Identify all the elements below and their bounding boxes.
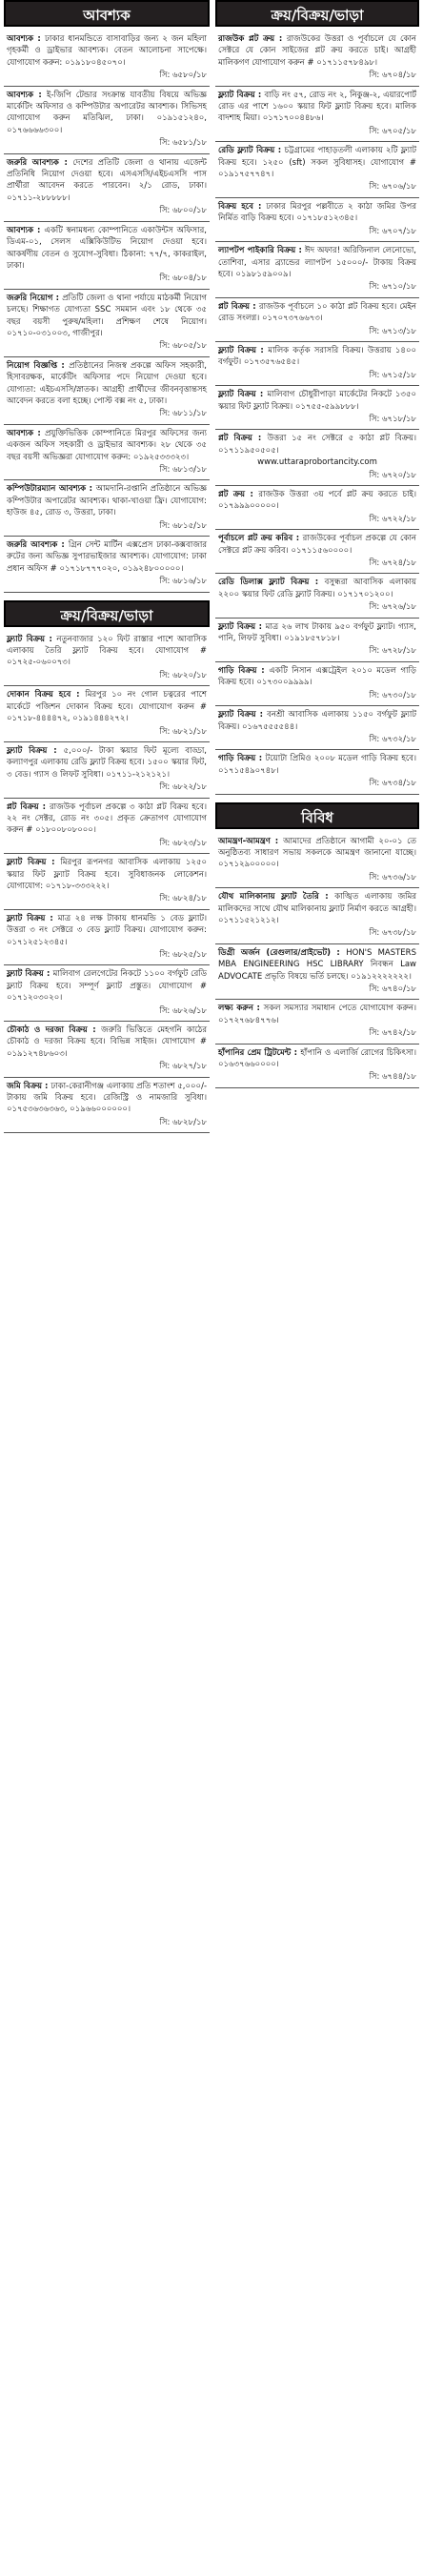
- classified-ad: [215, 706, 419, 750]
- ad-code: সি: ৬৮২৮/১৮: [159, 1117, 207, 1127]
- ad-code: সি: ৬৮১৬/১৮: [159, 577, 207, 587]
- ad-body: ঢাকার মিরপুর পল্লবীতে ২ কাঠা জমির উপর নির্মিত বাড়ি বিক্রয় হবে। ০১৭১৮৫১২৩৪৫।: [218, 201, 416, 224]
- ad-body: প্রতিষ্ঠানের নিজস্ব প্রকল্পে অফিস সহকারী, হিসাবরক্ষক, মার্কেটিং অফিসার পদে নিয়োগ দেওয়া হবে। যোগ্যতা: এইচএসসি/স্নাতক। আগ্রহী প্রার্থীদের জীবনবৃত্তান্তসহ আবেদন করতে বলা হচ্ছে। পোস্ট বক্স নং ৫, ঢাকা।: [7, 360, 207, 406]
- ad-lead: জরুরি নিয়োগ :: [7, 293, 63, 303]
- classified-ad: [4, 965, 210, 1022]
- classified-ad: [215, 430, 419, 486]
- ad-lead: ফ্ল্যাট বিক্রয় :: [218, 90, 265, 100]
- ad-lead: ফ্ল্যাট বিক্রয় :: [7, 913, 58, 923]
- classified-ad: [4, 1078, 210, 1134]
- classified-ad: [215, 619, 419, 662]
- classified-ad: [215, 1000, 419, 1044]
- classified-ad: [4, 357, 210, 425]
- ad-code: সি: ৬৭৪৪/১৮: [369, 1072, 416, 1083]
- ad-lead: আবশ্যক :: [7, 225, 45, 235]
- ad-body: ঢাকার ধানমন্ডিতে বাসাবাড়ির জন্য ২ জন মহিলা গৃহকর্মী ও ড্রাইভার আবশ্যক। বেতন আলোচনা সাপেক্ষে। যোগাযোগ করুন: ০১৯১৮০৪৫০৭০।: [7, 34, 207, 68]
- ad-body: গ্রিন সেন্ট মার্টিন এক্সপ্রেস ঢাকা-কক্সবাজার রুটের জন্য অভিজ্ঞ সুপারভাইজার আবশ্যক। যোগাযোগ: ঢাকা প্রধান অফিস # ০১৭১৮৭৭৭০২০, ০১৯২৪৮০০০০০।: [7, 540, 207, 574]
- ad-body: দেশের প্রতিটি জেলা ও থানায় এজেন্ট প্রতিনিধি নিয়োগ দেওয়া হবে। এসএসসি/এইচএসসি পাস প্রার্থীরা আবেদন করতে পারবেন। ২/১ রোড, ঢাকা। ০১৭১১-২৮৮৮৮৮।: [7, 157, 207, 203]
- ad-lead: ফ্ল্যাট বিক্রয় :: [7, 969, 53, 980]
- classified-ad: [4, 799, 210, 855]
- ad-body: মালিক কর্তৃক সরাসরি বিক্রয়। উত্তরায় ১৪০০ বর্গফুট। ০১৭৩৫৭৬৫৪৫।: [218, 345, 417, 368]
- ad-body: চট্টগ্রামের পাহাড়তলী এলাকায় ২টি ফ্ল্যাট বিক্রয় হবে। ১২৫০ (sft) সকল সুবিধাসহ। যোগাযোগ # ০১৯১৭৫৭৭৪৭।: [218, 146, 416, 180]
- ad-lead: যৌথ মালিকানায় ফ্ল্যাট তৈরি :: [218, 892, 335, 903]
- ad-body: জরুরি ভিত্তিতে মেহগনি কাঠের চৌকাঠ ও দরজা বিক্রয় হবে। বিভিন্ন সাইজ। যোগাযোগ # ০১৯১২৭৪৮৬০৩।: [7, 1025, 207, 1059]
- ad-code: সি: ৬৭১০/১৮: [369, 282, 416, 293]
- ad-lead: ফ্ল্যাট বিক্রয় :: [218, 390, 268, 400]
- classified-ad: [4, 290, 210, 357]
- ad-body: মাত্র ২৪ লক্ষ টাকায় ধানমন্ডি ১ বেড ফ্ল্যাট। উত্তরা ৩ নং সেক্টরে ৩ বেড ফ্ল্যাট বিক্রয়। যোগাযোগ করুন: ০১৭১২৫১২৩৪৫।: [7, 913, 207, 947]
- ad-code: সি: ৬৭৩৬/১৮: [369, 872, 416, 882]
- classified-ad: [215, 662, 419, 706]
- classified-ad: [215, 142, 419, 198]
- ad-code: সি: ৬৭৪২/১৮: [369, 1028, 416, 1039]
- right-bottom-list: [215, 833, 419, 1088]
- ad-body: হাঁপানি ও এলার্জি রোগের চিকিৎসা। ০১৬৩৭৬৬০০০০।: [218, 1047, 416, 1070]
- ad-body: উত্তরা ১৫ নং সেক্টরে ৫ কাঠা প্লট বিক্রয়। ০১৭১১৯৫০৫০৫।: [218, 434, 416, 456]
- ad-code: সি: ৬৮২৭/১৮: [159, 1062, 207, 1072]
- ad-lead: রাজউক প্লট ক্রয় :: [218, 34, 287, 44]
- ad-code: সি: ৬৭১৮/১৮: [369, 414, 416, 424]
- ad-code: সি: ৬৭৩৮/১৮: [369, 928, 416, 939]
- ad-code: সি: ৬৭৪০/১৮: [369, 984, 416, 994]
- ad-body: নতুনবাজার ১২০ ফিট রাস্তার পাশে আবাসিক এলাকায় তৈরি ফ্ল্যাট বিক্রয় হবে। যোগাযোগ # ০১৭২৫-০৬০০৭৩।: [7, 634, 207, 668]
- ad-code: সি: ৬৮০৫/১৮: [159, 341, 207, 352]
- left-column: [4, 0, 210, 1133]
- section-header-kroy-bikroy-left: ক্রয়/বিক্রয়/ভাড়া: [4, 600, 210, 627]
- ad-lead: পূর্বাচলে প্লট ক্রয় করিব :: [218, 534, 303, 544]
- classified-ad: [215, 242, 419, 298]
- ad-body: রাজউক পূর্বাচল প্রকল্পে ৩ কাঠা প্লট বিক্রয় হবে। ২২ নং সেক্টর, রোড নং ৩০৫। প্রকৃত ক্রেতাগণ যোগাযোগ করুন # ০১৮০০৮০৮০০০।: [7, 801, 207, 836]
- classified-ad: [215, 87, 419, 143]
- right-top-list: [215, 30, 419, 795]
- ad-code: সি: ৬৭২২/১৮: [369, 514, 416, 524]
- ad-lead: ডিগ্রী অর্জন (রেগুলার/প্রাইভেট) :: [218, 947, 347, 958]
- ad-lead: গাড়ি বিক্রয় :: [218, 665, 270, 676]
- left-top-list: [4, 30, 210, 593]
- ad-code: সি: ৬৭১৩/১৮: [369, 326, 416, 336]
- ad-code: সি: ৬৭১৫/১৮: [369, 370, 416, 380]
- ad-code: সি: ৬৭৩২/১৮: [369, 734, 416, 744]
- ad-body: ঢাকা-কেরানীগঞ্জ এলাকায় প্রতি শতাংশ ৫,০০০/- টাকায় জমি বিক্রয় হবে। রেজিস্ট্রি ও নামজারি সুবিধা। ০১৭৫৩৬৩৬৩৬৩, ০১৯৬৬০০০০০০।: [7, 1081, 208, 1115]
- ad-code: সি: ৬৮২০/১৮: [159, 670, 207, 680]
- ad-lead: প্লট বিক্রয় :: [218, 434, 268, 444]
- section-header-abashyak: আবশ্যক: [4, 0, 210, 27]
- ad-lead: প্লট বিক্রয় :: [7, 801, 50, 812]
- classified-ad: [4, 686, 210, 742]
- ad-lead: ফ্ল্যাট বিক্রয় :: [7, 634, 57, 644]
- classified-ad: [215, 530, 419, 574]
- classified-ad: [4, 537, 210, 593]
- ad-body: মাত্র ২৬ লাখ টাকায় ৯৫০ বর্গফুট ফ্ল্যাট। গ্যাস, পানি, লিফট সুবিধা। ০১৯১৮৫৭৮১৮।: [218, 621, 416, 644]
- ad-code: সি: ৬৮০০/১৮: [159, 206, 207, 216]
- ad-body: ই-জিপি টেন্ডার সংক্রান্ত যাবতীয় বিষয়ে অভিজ্ঞ মার্কেটিং অফিসার ও কম্পিউটার অপারেটর আবশ্যক। সিভিসহ যোগাযোগ করুন মতিঝিল, ঢাকা। ০১৯১৫১২৪০, ০১৭৬৬৬৬৩০০।: [7, 90, 208, 135]
- ad-code: সি: ৬৭০৪/১৮: [369, 71, 416, 81]
- classified-ad: [215, 386, 419, 430]
- ad-lead: রেডি ফ্ল্যাট বিক্রয় :: [218, 146, 285, 156]
- ad-body: প্রযুক্তিভিত্তিক কোম্পানিতে মিরপুর অফিসের জন্য একজন অফিস সহকারী ও ড্রাইভার আবশ্যক। ২৮ থেকে ৩৫ বছর বয়সী অভিজ্ঞরা যোগাযোগ করুন: ০১৯২৫৩৩৩২৩।: [7, 428, 208, 462]
- ad-body: কাঙ্খিত এলাকায় জমির মালিকদের সাথে যৌথ মালিকানায় ফ্ল্যাট নির্মাণ করতে আগ্রহী। ০১৭১১৫২১২১২।: [218, 892, 416, 925]
- classified-ad: [4, 87, 210, 154]
- ad-lead: ফ্ল্যাট বিক্রয় :: [218, 345, 269, 355]
- ad-lead: জরুরি আবশ্যক :: [7, 540, 69, 551]
- ad-lead: জমি বিক্রয় :: [7, 1081, 51, 1091]
- section-header-bibidh: বিবিধ: [215, 802, 419, 829]
- ad-code: সি: ৬৮২৩/১৮: [159, 838, 207, 848]
- ad-lead: ফ্ল্যাট বিক্রয় :: [7, 858, 61, 868]
- classified-ad: [215, 750, 419, 794]
- ad-lead: হাঁপানির প্রেম ট্রিটমেন্ট :: [218, 1047, 301, 1058]
- ad-body: মালিবাগ চৌধুরীপাড়া মার্কেটের নিকটে ১৩৫০ স্কয়ার ফিট ফ্ল্যাট বিক্রয়। ০১৭৫৫-৫৯৯৮৮৮।: [218, 390, 417, 412]
- ad-body: রাজউক উত্তরা ৩য় পর্বে প্লট ক্রয় করতে চাই। ০১৭৯৯৯০০০০০।: [218, 490, 417, 512]
- classified-ad: [4, 154, 210, 222]
- ad-lead: জরুরি আবশ্যক :: [7, 157, 73, 168]
- classified-ad: [215, 833, 419, 889]
- ad-lead: আমন্ত্রণ-আমন্ত্রণ :: [218, 836, 284, 846]
- ad-body: একটি নিসান এক্সট্রেইল ২০১০ মডেল গাড়ি বিক্রয় হবে। ০১৭৩০০৯৯৯৯।: [218, 665, 417, 688]
- ad-body: ৫,০০০/- টাকা স্কয়ার ফিট মূল্যে বাড্ডা, কল্যাণপুর এলাকায় রেডি ফ্ল্যাট বিক্রয় হবে। ১৫০০ স্কয়ার ফিট, ৩ বেড। গ্যাস ও লিফট সুবিধা। ০১৭১১-২১২১২১।: [7, 745, 207, 780]
- ad-code: সি: ৬৮২১/১৮: [159, 726, 207, 737]
- ad-code: সি: ৬৮২৬/১৮: [159, 1005, 207, 1016]
- ad-code: সি: ৬৭৩৪/১৮: [369, 779, 416, 789]
- ad-body: প্রতিটি জেলা ও থানা পর্যায়ে মাঠকর্মী নিয়োগ চলছে। শিক্ষাগত যোগ্যতা SSC সমমান এবং ১৮ থেকে ৩৫ বছর বয়সী পুরুষ/মহিলা। প্রশিক্ষণ শেষে নিয়োগ। ০১৭১০-০৩১০০৩, গাজীপুর।: [7, 293, 207, 338]
- ad-body: মিরপুর ১০ নং গোল চত্বরের পাশে মার্কেটে পজিশন দোকান বিক্রয় হবে। যোগাযোগ করুন # ০১৭১৮-৪৪৪৪৭২, ০১৯১৪৪৪২৭২।: [7, 690, 207, 724]
- ad-lead: বিক্রয় হবে :: [218, 201, 267, 212]
- ad-body: আমদানি-রপ্তানি প্রতিষ্ঠানে অভিজ্ঞ কম্পিউটার অপারেটর আবশ্যক। থাকা-খাওয়া ফ্রি। যোগাযোগ: হাউজ ৪৫, রোড ৩, উত্তরা, ঢাকা।: [7, 484, 207, 518]
- ad-lead: চৌকাঠ ও দরজা বিক্রয় :: [7, 1025, 102, 1036]
- classified-ad: [215, 298, 419, 342]
- ad-lead: আবশ্যক :: [7, 90, 48, 100]
- ad-body: বাড়ি নং ৫৭, রোড নং ২, নিকুঞ্জ-২, এয়ারপোর্ট রোড এর পাশে ১৬০০ স্কয়ার ফিট ফ্ল্যাট বিক্রয় হবে। মালিক বাদশাহ মিয়া। ০১৭১৭০০৪৪৮৬।: [218, 90, 417, 124]
- ad-code: সি: ৬৫৮০/১৮: [159, 71, 207, 81]
- classified-ad: [4, 742, 210, 799]
- ad-lead: প্লট বিক্রয় :: [218, 301, 259, 312]
- ad-body: মালিবাগ রেলগেটের নিকটে ১১০০ বর্গফুট রেডি ফ্ল্যাট বিক্রয় হবে। সম্পূর্ণ ফ্ল্যাট প্রস্তুত। যোগাযোগ # ০১৭১২০৩০২০।: [7, 969, 207, 1004]
- ad-code: সি: ৬৮২৪/১৮: [159, 894, 207, 904]
- ad-website-link[interactable]: www.uttaraprobortancity.com: [257, 457, 377, 468]
- ad-code: সি: ৬৭২৬/১৮: [369, 602, 416, 613]
- classified-ad: [4, 222, 210, 290]
- ad-code: সি: ৬৮১৫/১৮: [159, 520, 207, 531]
- ad-code: সি: ৬৭৩০/১৮: [369, 690, 416, 700]
- ad-body: ঈদ অফার! অরিজিনাল লেনোভো, তোশিবা, এসার ব্র্যান্ডের ল্যাপটপ ১৫০০০/- টাকায় বিক্রয় হবে। ০১৯৮১৫৯০০৯।: [218, 246, 417, 279]
- ad-body: HON'S MASTERS MBA ENGINEERING HSC LIBRARY নিবন্ধন Law ADVOCATE প্রভৃতি বিষয়ে ভর্তি চলছে। ০১৯১২২২২২২২।: [218, 947, 416, 982]
- ad-code: সি: ৬৭২৪/১৮: [369, 558, 416, 569]
- ad-code: সি: ৬৭০৬/১৮: [369, 182, 416, 193]
- ad-body: আমাদের প্রতিষ্ঠানে আগামী ২০-০১ তে অনুষ্ঠিতব্য সাধারণ সভায় সকলকে আমন্ত্রণ জানানো যাচ্ছে। ০১৭১২৯০০০০০।: [218, 836, 417, 870]
- ad-body: বসুন্ধরা আবাসিক এলাকায় ২২০০ স্কয়ার ফিট রেডি ফ্ল্যাট বিক্রয়। ০১৭১৭০১২০০।: [218, 578, 416, 599]
- ad-body: একটি স্বনামধন্য কোম্পানিতে একাউন্টস অফিসার, ডিএম-০১, সেলস এক্সিকিউটিভ নিয়োগ দেওয়া হবে। আকর্ষণীয় বেতন ও সুযোগ-সুবিধা। ঠিকানা: ৭৭/৭, কাকরাইল, ঢাকা।: [7, 225, 207, 271]
- classified-ad: [4, 854, 210, 910]
- ad-code: সি: ৬৭০৭/১৮: [369, 226, 416, 236]
- ad-code: সি: ৬৫৮১/১৮: [159, 138, 207, 149]
- ad-lead: ফ্ল্যাট বিক্রয় :: [218, 710, 268, 720]
- ad-lead: আবশ্যক :: [7, 34, 46, 44]
- ad-body: রাজউকের উত্তরা ও পূর্বাচলে যে কোন সেক্টরে যে কোন সাইজের প্লট ক্রয় করতে চাই। আগ্রহী মালিকগণ যোগাযোগ করুন # ০১৭১১৫৭৮৪৯৮।: [218, 34, 416, 68]
- classified-ad: [215, 888, 419, 944]
- right-column: [215, 0, 419, 1088]
- ad-code: সি: ৬৮২৫/১৮: [159, 950, 207, 960]
- ad-code: সি: ৬৭২০/১৮: [369, 470, 416, 480]
- ad-lead: আবশ্যক :: [7, 428, 46, 438]
- classified-ad: [4, 631, 210, 687]
- ad-lead: নিয়োগ বিজ্ঞপ্তি :: [7, 360, 70, 371]
- classified-ad: [4, 480, 210, 537]
- classified-ad: [215, 342, 419, 386]
- ad-lead: ল্যাপটপ পাইকারি বিক্রয় :: [218, 246, 306, 256]
- classified-ad: [215, 486, 419, 530]
- ad-body: সকল সমস্যার সমাধান পেতে যোগাযোগ করুন। ০১৭২৭৬৮৪৭৭৬।: [218, 1004, 416, 1025]
- ad-lead: দোকান বিক্রয় হবে :: [7, 690, 86, 700]
- ad-code: সি: ৬৭০৫/১৮: [369, 126, 416, 136]
- ad-lead: রেডি ডিলাক্স ফ্ল্যাট বিক্রয় :: [218, 578, 325, 588]
- ad-body: মিরপুর রূপনগর আবাসিক এলাকায় ১২৫০ স্কয়ার ফিট ফ্ল্যাট বিক্রয় হবে। সুবিধাজনক লোকেশন। যোগাযোগ: ০১৭১৮-৩৩৩২২২।: [7, 858, 207, 891]
- ad-body: বনশ্রী আবাসিক এলাকায় ১১৫০ বর্গফুট ফ্ল্যাট বিক্রয়। ০১৬৭৫৫৫৫৪৪।: [218, 710, 416, 732]
- ad-code: সি: ৬৮২২/১৮: [159, 782, 207, 793]
- ad-body: রাজউক পূর্বাচলে ১০ কাঠা প্লট বিক্রয় হবে। মেইন রোড সংলগ্ন। ০১৭০৭৩৭৬৬৭৩।: [218, 301, 416, 324]
- classified-ad: [215, 944, 419, 1001]
- classified-ad: [215, 30, 419, 87]
- ad-lead: ফ্ল্যাট বিক্রয় :: [7, 745, 64, 756]
- ad-lead: লক্ষ্য করুন :: [218, 1004, 264, 1014]
- classified-ad: [215, 574, 419, 618]
- section-header-kroy-bikroy-right: ক্রয়/বিক্রয়/ভাড়া: [215, 0, 419, 27]
- ad-body: টয়োটা প্রিমিও ২০০৮ মডেল গাড়ি বিক্রয় হবে। ০১৭১৫৪৯০৭৪৮।: [218, 754, 417, 776]
- ad-lead: প্লট ক্রয় :: [218, 490, 259, 499]
- ad-body: রাজউকের পূর্বাচল প্রকল্পে যে কোন সেক্টরে প্লট ক্রয় করিব। ০১৭১১৫৬০০০০।: [218, 534, 416, 556]
- ad-code: সি: ৬৭২৮/১৮: [369, 646, 416, 657]
- ad-code: সি: ৬৮০৪/১৮: [159, 274, 207, 284]
- classified-ad: [4, 425, 210, 481]
- classified-ad: [4, 910, 210, 966]
- classified-ad: [215, 198, 419, 242]
- ad-code: সি: ৬৮১১/১৮: [159, 409, 207, 419]
- left-bottom-list: [4, 631, 210, 1134]
- ad-lead: কম্পিউটারম্যান আবশ্যক :: [7, 484, 96, 495]
- classified-ad: [4, 1022, 210, 1078]
- ad-lead: ফ্ল্যাট বিক্রয় :: [218, 621, 266, 632]
- ad-code: সি: ৬৮১৩/১৮: [159, 465, 207, 475]
- classified-ad: [215, 1045, 419, 1088]
- classified-ad: [4, 30, 210, 87]
- ad-lead: গাড়ি বিক্রয় :: [218, 754, 266, 764]
